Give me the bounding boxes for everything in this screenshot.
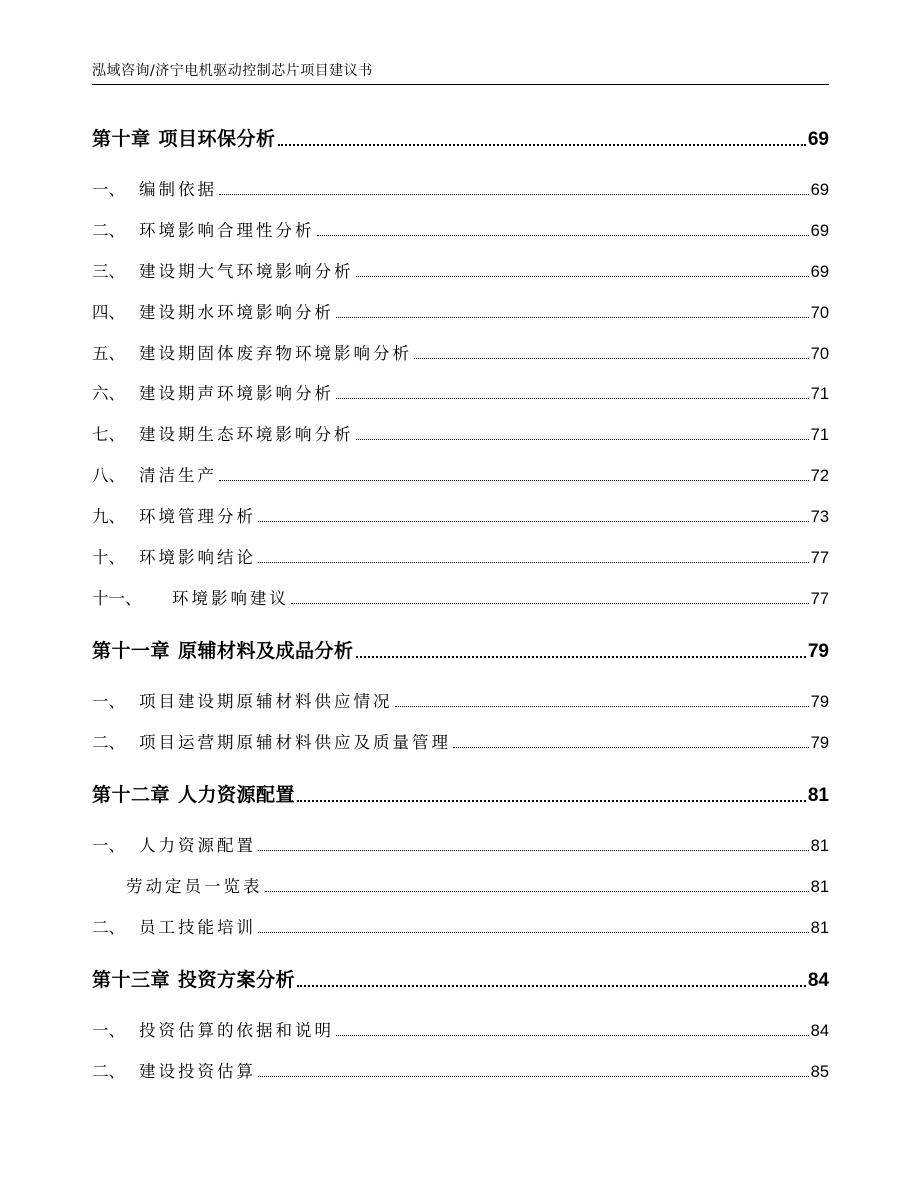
toc-section[interactable] xyxy=(92,914,829,938)
toc-page-number: 79 xyxy=(810,734,829,752)
page-header: 泓域咨询/济宁电机驱动控制芯片项目建议书 xyxy=(92,63,373,79)
toc-leader xyxy=(219,480,809,481)
toc-section-title: 建设投资估算 xyxy=(139,1062,256,1081)
toc-chapter-title: 原辅材料及成品分析 xyxy=(178,640,354,662)
toc-section[interactable] xyxy=(92,258,829,282)
toc-section-num: 一、 xyxy=(92,1021,125,1040)
toc-section[interactable] xyxy=(92,299,829,323)
toc-page-number: 73 xyxy=(810,508,829,526)
toc-leader xyxy=(336,398,809,399)
toc-chapter-title: 投资方案分析 xyxy=(178,969,296,991)
toc-page-number: 72 xyxy=(810,467,829,485)
toc-section-num: 十一、 xyxy=(92,589,142,608)
toc-page-number: 69 xyxy=(807,129,829,150)
toc-leader xyxy=(336,317,809,318)
toc-chapter-10[interactable] xyxy=(92,124,829,151)
toc-section[interactable] xyxy=(92,832,829,856)
toc-chapter-num: 第十三章 xyxy=(92,969,171,991)
toc-page-number: 77 xyxy=(810,590,829,608)
toc-chapter-11[interactable] xyxy=(92,636,829,663)
toc-section-title: 环境影响建议 xyxy=(172,589,289,608)
toc-leader xyxy=(356,276,809,277)
toc-chapter-num: 第十章 xyxy=(92,128,151,150)
toc-section[interactable] xyxy=(92,380,829,404)
toc-leader xyxy=(258,1076,809,1077)
toc-leader xyxy=(317,235,809,236)
toc-page-number: 69 xyxy=(810,181,829,199)
toc-leader xyxy=(356,439,809,440)
toc-section-title: 项目建设期原辅材料供应情况 xyxy=(139,692,393,711)
toc-section-title: 建设期大气环境影响分析 xyxy=(139,262,354,281)
toc-section-title: 员工技能培训 xyxy=(139,918,256,937)
toc-section[interactable] xyxy=(92,217,829,241)
toc-chapter-num: 第十一章 xyxy=(92,640,171,662)
toc-section[interactable] xyxy=(92,176,829,200)
toc-section-title: 劳动定员一览表 xyxy=(126,877,263,896)
toc-section[interactable] xyxy=(92,688,829,712)
toc-page-number: 69 xyxy=(810,222,829,240)
toc-section-num: 八、 xyxy=(92,466,125,485)
toc-section[interactable] xyxy=(92,873,829,897)
toc-section-title: 建设期固体废弃物环境影响分析 xyxy=(139,344,412,363)
toc-section-num: 六、 xyxy=(92,384,125,403)
toc-section-num: 二、 xyxy=(92,221,125,240)
toc-page-number: 70 xyxy=(810,345,829,363)
toc-page-number: 71 xyxy=(810,385,829,403)
toc-page-number: 71 xyxy=(810,426,829,444)
toc-chapter-13[interactable] xyxy=(92,965,829,992)
toc-section-num: 四、 xyxy=(92,303,125,322)
toc-section[interactable] xyxy=(92,1017,829,1041)
toc-section-num: 七、 xyxy=(92,425,125,444)
toc-leader xyxy=(356,656,806,658)
toc-page-number: 84 xyxy=(807,970,829,991)
toc-leader xyxy=(336,1035,809,1036)
toc-section-title: 建设期水环境影响分析 xyxy=(139,303,334,322)
toc-page-number: 81 xyxy=(807,785,829,806)
toc-section-title: 环境影响结论 xyxy=(139,548,256,567)
toc-section-title: 清洁生产 xyxy=(139,466,217,485)
toc-section-num: 一、 xyxy=(92,692,125,711)
toc-page-number: 79 xyxy=(807,641,829,662)
toc-section-num: 二、 xyxy=(92,918,125,937)
toc-page-number: 77 xyxy=(810,549,829,567)
toc-leader xyxy=(258,850,809,851)
toc-leader xyxy=(278,144,806,146)
toc-page-number: 84 xyxy=(810,1022,829,1040)
toc-section-title: 编制依据 xyxy=(139,180,217,199)
toc-section-num: 二、 xyxy=(92,733,125,752)
toc-section-title: 建设期声环境影响分析 xyxy=(139,384,334,403)
toc-page-number: 70 xyxy=(810,304,829,322)
toc-section[interactable] xyxy=(92,729,829,753)
toc-section-num: 五、 xyxy=(92,344,125,363)
toc-leader xyxy=(258,932,809,933)
toc-leader xyxy=(414,358,809,359)
toc-section[interactable] xyxy=(92,503,829,527)
toc-leader xyxy=(219,194,809,195)
toc-section-num: 二、 xyxy=(92,1062,125,1081)
toc-section[interactable] xyxy=(92,340,829,364)
toc-section-num: 九、 xyxy=(92,507,125,526)
toc-section-title: 人力资源配置 xyxy=(139,836,256,855)
toc-section-title: 环境影响合理性分析 xyxy=(139,221,315,240)
toc-section-num: 一、 xyxy=(92,180,125,199)
toc-leader xyxy=(258,562,809,563)
toc-section-title: 环境管理分析 xyxy=(139,507,256,526)
toc-chapter-num: 第十二章 xyxy=(92,784,171,806)
toc-page-number: 81 xyxy=(810,878,829,896)
toc-chapter-title: 人力资源配置 xyxy=(178,784,296,806)
toc-leader xyxy=(291,603,809,604)
toc-page-number: 79 xyxy=(810,693,829,711)
toc-section-num: 十、 xyxy=(92,548,125,567)
toc-leader xyxy=(265,891,809,892)
toc-section-title: 项目运营期原辅材料供应及质量管理 xyxy=(139,733,451,752)
toc-section-title: 建设期生态环境影响分析 xyxy=(139,425,354,444)
toc-leader xyxy=(297,985,806,987)
toc-leader xyxy=(258,521,809,522)
toc-chapter-title: 项目环保分析 xyxy=(158,128,276,150)
toc-leader xyxy=(395,706,809,707)
toc-page-number: 81 xyxy=(810,919,829,937)
toc-section[interactable] xyxy=(92,544,829,568)
toc-page-number: 81 xyxy=(810,837,829,855)
toc-section[interactable] xyxy=(92,421,829,445)
toc-leader xyxy=(453,747,809,748)
toc-section[interactable] xyxy=(92,1058,829,1082)
toc-chapter-12[interactable] xyxy=(92,780,829,807)
toc-page-number: 69 xyxy=(810,263,829,281)
toc-page-number: 85 xyxy=(810,1063,829,1081)
toc-section[interactable] xyxy=(92,585,829,609)
toc-section-num: 一、 xyxy=(92,836,125,855)
header-rule xyxy=(92,84,829,85)
toc-leader xyxy=(297,800,806,802)
toc-section[interactable] xyxy=(92,462,829,486)
toc-section-num: 三、 xyxy=(92,262,125,281)
toc-section-title: 投资估算的依据和说明 xyxy=(139,1021,334,1040)
